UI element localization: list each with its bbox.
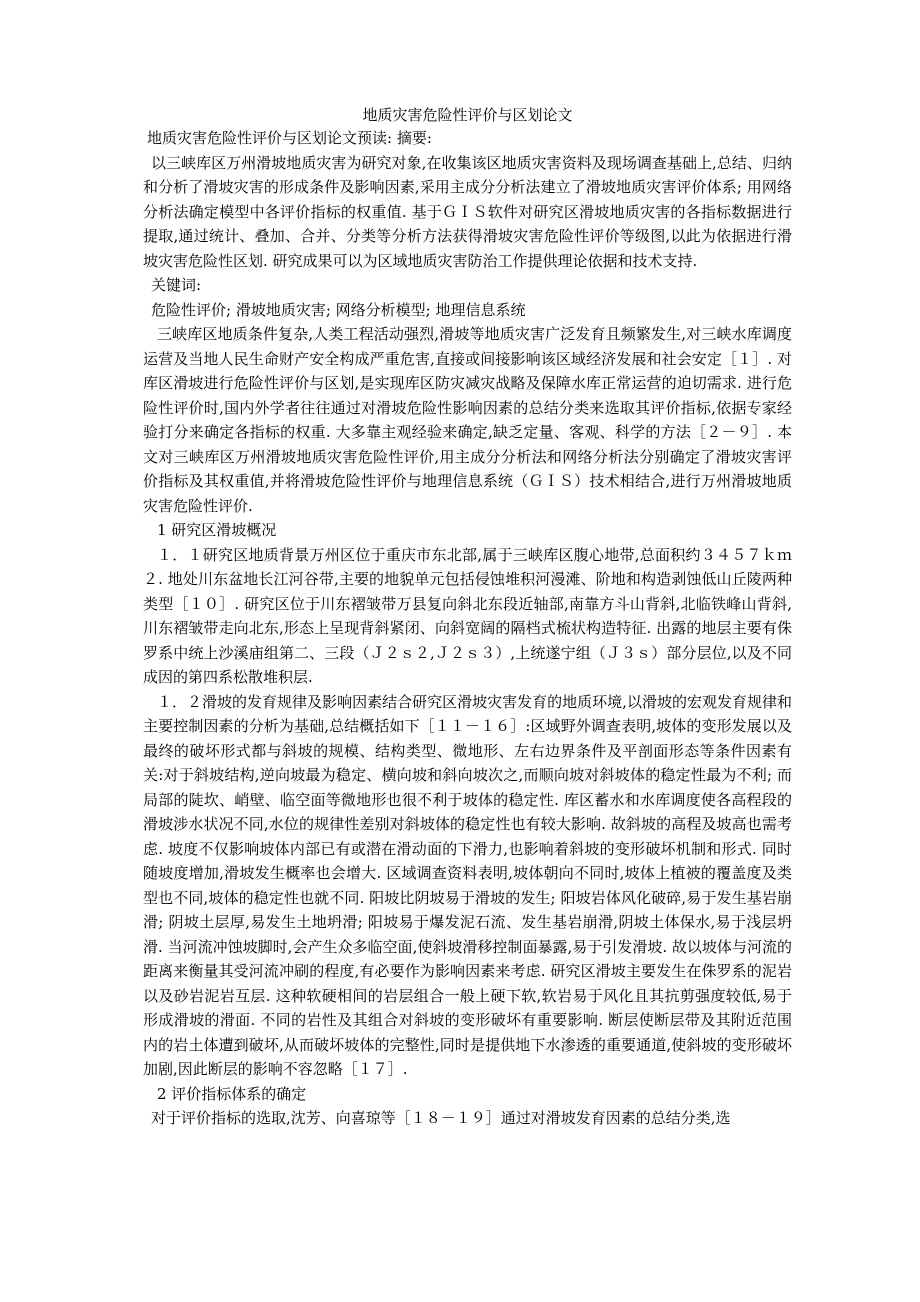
document-title: 地质灾害危险性评价与区划论文 [362, 106, 573, 124]
section-2-paragraph: 对于评价指标的选取,沈芳、向喜琼等［１８－１９］通过对滑坡发育因素的总结分类,选 [151, 1109, 731, 1127]
section-1-1-paragraph: １．１研究区地质背景万州区位于重庆市东北部,属于三峡库区腹心地带,总面积约３４５７ｋｍ２. 地处川东盆地长江河谷带,主要的地貌单元包括侵蚀堆积河漫滩、阶地和构造剥蚀低山丘陵两种类型［１０］. 研究区位于川东褶皱带万县复向斜北东段近轴部,南靠方斗山背斜,北临铁峰山背斜,川东褶皱带走向北东,形态上呈现背斜紧闭、向斜宽阔的隔档式梳状构造特征. 出露的地层主要有侏罗系中统上沙溪庙组第二、三段（Ｊ２ｓ２,Ｊ２ｓ３）,上统遂宁组（Ｊ３ｓ）部分层位,以及不同成因的第四系松散堆积层. [143, 545, 792, 686]
section-heading-2: 2 评价指标体系的确定 [157, 1084, 307, 1103]
section-1-2-paragraph: １．２滑坡的发育规律及影响因素结合研究区滑坡灾害发育的地质环境,以滑坡的宏观发育规律和主要控制因素的分析为基础,总结概括如下［１１－１６］:区域野外调查表明,坡体的变形发展以及最终的破坏形式都与斜坡的规模、结构类型、微地形、左右边界条件及平剖面形态等条件因素有关:对于斜坡结构,逆向坡最为稳定、横向坡和斜向坡次之,而顺向坡对斜坡体的稳定性最为不利; 而局部的陡坎、峭壁、临空面等微地形也很不利于坡体的稳定性. 库区蓄水和水库调度使各高程段的滑坡涉水状况不同,水位的规律性差别对斜坡体的稳定性也有较大影响. 故斜坡的高程及坡高也需考虑. 坡度不仅影响坡体内部已有或潜在滑动面的下滑力,也影响着斜坡的变形破坏机制和形式. 同时随坡度增加,滑坡发生概率也会增大. 区域调查资料表明,坡体朝向不同时,坡体上植被的覆盖度及类型也不同,坡体的稳定性也就不同. 阳坡比阴坡易于滑坡的发生; 阳坡岩体风化破碎,易于发生基岩崩滑; 阴坡土层厚,易发生土地坍滑; 阳坡易于爆发泥石流、发生基岩崩滑,阴坡土体保水,易于浅层坍滑. 当河流冲蚀坡脚时,会产生众多临空面,使斜坡滑移控制面暴露,易于引发滑坡. 故以坡体与河流的距离来衡量其受河流冲刷的程度,有必要作为影响因素来考虑. 研究区滑坡主要发生在侏罗系的泥岩以及砂岩泥岩互层. 这种软硬相间的岩层组合一般上硬下软,软岩易于风化且其抗剪强度较低,易于形成滑坡的滑面. 不同的岩性及其组合对斜坡的变形破坏有重要影响. 断层使断层带及其附近范围内的岩土体遭到破坏,从而破坏坡体的完整性,同时是提供地下水渗透的重要通道,使斜坡的变形破坏加剧,因此断层的影响不容忽略［１７］. [143, 692, 792, 1078]
intro-paragraph: 三峡库区地质条件复杂,人类工程活动强烈,滑坡等地质灾害广泛发育且频繁发生,对三峡水库调度运营及当地人民生命财产安全构成严重危害,直接或间接影响该区域经济发展和社会安定［１］. 对库区滑坡进行危险性评价与区划,是实现库区防灾减灾战略及保障水库正常运营的迫切需求. 进行危险性评价时,国内外学者往往通过对滑坡危险性影响因素的总结分类来选取其评价指标,依据专家经验打分来确定各指标的权重. 大多靠主观经验来确定,缺乏定量、客观、科学的方法［２－９］. 本文对三峡库区万州滑坡地质灾害危险性评价,用主成分分析法和网络分析法分别确定了滑坡灾害评价指标及其权重值,并将滑坡危险性评价与地理信息系统（ＧＩＳ）技术相结合,进行万州滑坡地质灾害危险性评价. [143, 325, 792, 515]
section-heading-1: 1 研究区滑坡概况 [157, 521, 277, 539]
preview-label: 地质灾害危险性评价与区划论文预读: 摘要: [147, 129, 432, 147]
abstract-paragraph: 以三峡库区万州滑坡地质灾害为研究对象,在收集该区地质灾害资料及现场调查基础上,总结、归纳和分析了滑坡灾害的形成条件及影响因素,采用主成分分析法建立了滑坡地质灾害评价体系; 用网络分析法确定模型中各评价指标的权重值. 基于ＧＩＳ软件对研究区滑坡地质灾害的各指标数据进行提取,通过统计、叠加、合并、分类等分析方法获得滑坡灾害危险性评价等级图,以此为依据进行滑坡灾害危险性区划. 研究成果可以为区域地质灾害防治工作提供理论依据和技术支持. [143, 153, 792, 270]
document-page [143, 104, 792, 1131]
keywords-list: 危险性评价; 滑坡地质灾害; 网络分析模型; 地理信息系统 [151, 300, 526, 319]
keywords-label: 关键词: [151, 276, 202, 294]
